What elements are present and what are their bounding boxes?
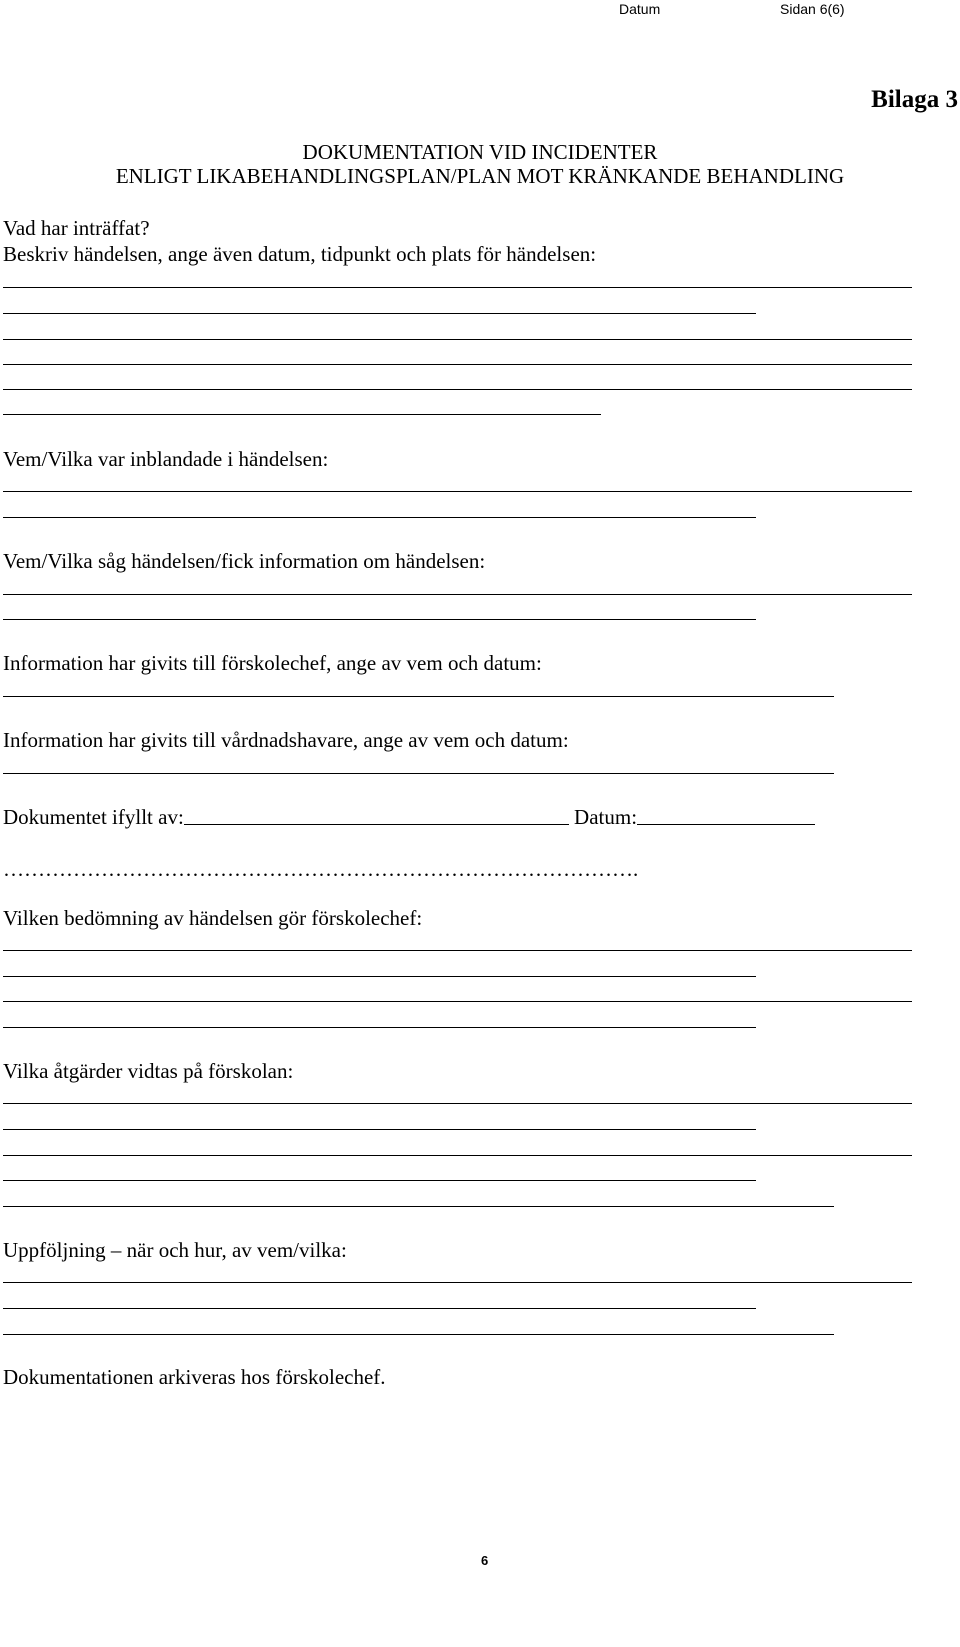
date-label: Datum: (574, 805, 638, 829)
answer-line[interactable] (3, 1103, 912, 1104)
question-measures: Vilka åtgärder vidtas på förskolan: (3, 1059, 294, 1083)
answer-line[interactable] (3, 976, 756, 977)
answer-line[interactable] (3, 1129, 756, 1130)
answer-line[interactable] (3, 389, 912, 390)
date-field[interactable] (637, 824, 815, 825)
filled-by-label: Dokumentet ifyllt av: (3, 805, 184, 829)
answer-line[interactable] (3, 517, 756, 518)
dotted-separator: ………………………………………………………………………………. (3, 857, 639, 881)
answer-line[interactable] (3, 364, 912, 365)
answer-line[interactable] (3, 1206, 834, 1207)
question-assessment: Vilken bedömning av händelsen gör förskolechef: (3, 906, 423, 930)
answer-line[interactable] (3, 1155, 912, 1156)
question-involved: Vem/Vilka var inblandade i händelsen: (3, 447, 329, 471)
page-number: 6 (481, 1553, 489, 1568)
answer-line[interactable] (3, 1334, 834, 1335)
document-title-line1: DOKUMENTATION VID INCIDENTER (302, 140, 658, 164)
answer-line[interactable] (3, 339, 912, 340)
answer-line[interactable] (3, 414, 601, 415)
answer-line[interactable] (3, 313, 756, 314)
header-date: Datum (619, 1, 661, 17)
question-followup: Uppföljning – när och hur, av vem/vilka: (3, 1238, 347, 1262)
answer-line[interactable] (3, 491, 912, 492)
answer-line[interactable] (3, 1001, 912, 1002)
attachment-label: Bilaga 3 (871, 86, 958, 113)
answer-line[interactable] (3, 773, 834, 774)
archive-note: Dokumentationen arkiveras hos förskolechef. (3, 1365, 386, 1389)
question-info-guardians: Information har givits till vårdnadshavare, ange av vem och datum: (3, 728, 569, 752)
header-page-number: Sidan 6(6) (780, 1, 845, 17)
answer-line[interactable] (3, 950, 912, 951)
document-title-line2: ENLIGT LIKABEHANDLINGSPLAN/PLAN MOT KRÄNKANDE BEHANDLING (115, 164, 845, 188)
question-describe-event: Beskriv händelsen, ange även datum, tidpunkt och plats för händelsen: (3, 242, 597, 266)
answer-line[interactable] (3, 619, 756, 620)
answer-line[interactable] (3, 1282, 912, 1283)
question-info-manager: Information har givits till förskolechef, ange av vem och datum: (3, 651, 542, 675)
answer-line[interactable] (3, 696, 834, 697)
question-witnesses: Vem/Vilka såg händelsen/fick information om händelsen: (3, 549, 486, 573)
answer-line[interactable] (3, 1308, 756, 1309)
question-what-happened: Vad har inträffat? (3, 216, 150, 240)
answer-line[interactable] (3, 594, 912, 595)
answer-line[interactable] (3, 1027, 756, 1028)
answer-line[interactable] (3, 287, 912, 288)
answer-line[interactable] (3, 1180, 756, 1181)
filled-by-field[interactable] (184, 824, 569, 825)
signature-row (3, 805, 815, 830)
